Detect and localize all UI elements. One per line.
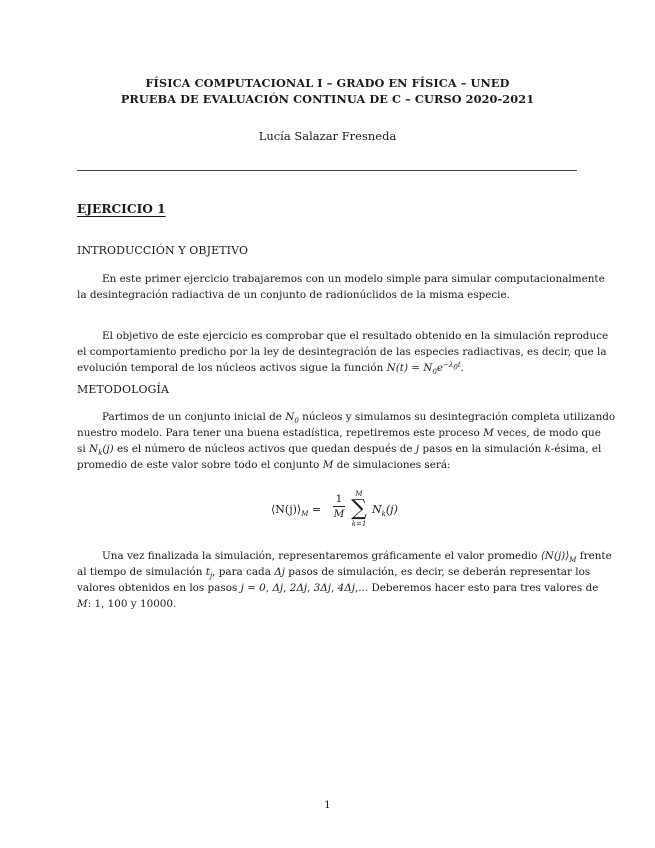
section-heading-method: METODOLOGÍA [77, 383, 169, 396]
formula-text: N(t) = N [386, 362, 433, 374]
text-span: -ésima, el [550, 443, 602, 455]
author-name: Lucía Salazar Fresneda [258, 129, 397, 143]
average-equation [0, 490, 655, 534]
paragraph-objective [77, 328, 609, 377]
text-span: Partimos de un conjunto inicial de [102, 411, 282, 423]
paragraph-intro [77, 271, 605, 303]
math-var [285, 411, 299, 426]
paragraph-line [77, 564, 591, 581]
text-span: núcleos y simulamos su desintegración completa utilizando [302, 411, 616, 423]
document-title-line1: FÍSICA COMPUTACIONAL I – GRADO EN FÍSICA – UNED [145, 76, 510, 90]
section-heading-intro: INTRODUCCIÓN Y OBJETIVO [77, 244, 249, 257]
formula-subscript: 0 [432, 368, 437, 377]
paragraph-line: la desintegración radiactiva de un conjunto de radionúclidos de la misma especie. [77, 289, 510, 301]
paragraph-line [77, 596, 577, 612]
rhs-arg: (j) [385, 503, 398, 516]
fraction-bar [333, 506, 345, 507]
sum-symbol: ∑ [351, 496, 367, 521]
var-subscript: j [209, 572, 213, 581]
text-span: pasos en la simulación [422, 443, 542, 455]
decay-formula [386, 360, 461, 377]
paragraph-line [77, 409, 616, 426]
formula-exponent [443, 361, 461, 369]
var-text: N [88, 443, 99, 455]
var-text: N [285, 411, 295, 423]
text-span: pasos de simulación, es decir, se deberán representar los [288, 566, 591, 578]
equation-lhs [271, 503, 322, 519]
math-var [88, 443, 114, 458]
text-span: frente [579, 550, 612, 562]
document-title-line2: PRUEBA DE EVALUACIÓN CONTINUA DE C – CURSO 2020-2021 [120, 92, 535, 106]
text-span: Una vez finalizada la simulación, representaremos gráficamente el valor promedio [102, 550, 538, 562]
var-subscript: M [569, 556, 577, 565]
math-var: Δj [274, 566, 285, 578]
equation-body [271, 490, 411, 534]
var-arg: (j) [102, 443, 114, 455]
paragraph-line: En este primer ejercicio trabajaremos con un modelo simple para simular computacionalmente [102, 273, 605, 285]
rhs-text: N [372, 503, 382, 516]
text-span: . [460, 362, 464, 374]
var-text: t [205, 566, 210, 578]
paragraph-line [77, 548, 612, 565]
math-var: k [544, 443, 551, 455]
math-var: j [415, 443, 420, 455]
exponent-subscript: 0 [453, 362, 458, 371]
exercise-title: EJERCICIO 1 [77, 202, 166, 216]
rhs-subscript: k [381, 510, 386, 519]
text-span: de simulaciones será: [336, 459, 451, 471]
math-var: M [77, 598, 88, 610]
paragraph-line: el comportamiento predicho por la ley de desintegración de las especies radiactivas, es decir, que la [77, 346, 607, 358]
text-span: veces, de modo que [497, 427, 601, 439]
text-span: evolución temporal de los núcleos activos sigue la función [77, 362, 384, 374]
paragraph-line [77, 457, 577, 473]
text-span: , para cada [212, 566, 271, 578]
paragraph-method [77, 409, 616, 473]
equation-fraction [333, 493, 345, 520]
text-span: valores obtenidos en los pasos [77, 582, 238, 594]
header-divider [77, 170, 577, 171]
sum-lower-limit: k=1 [351, 520, 367, 528]
summation [348, 490, 370, 528]
text-span: Deberemos hacer esto para tres valores de [371, 582, 599, 594]
var-subscript: k [98, 449, 103, 458]
math-var: M [322, 459, 334, 471]
text-span: al tiempo de simulación [77, 566, 203, 578]
fraction-numerator: 1 [335, 493, 343, 505]
fraction-denominator: M [333, 508, 345, 520]
lhs-subscript: M [301, 510, 309, 519]
text-span: es el número de núcleos activos que quedan después de [116, 443, 413, 455]
text-span: nuestro modelo. Para tener una buena estadística, repetiremos este proceso [77, 427, 480, 439]
paragraph-line: El objetivo de este ejercicio es comprobar que el resultado obtenido en la simulación reproduce [102, 330, 609, 342]
math-expression: j = 0, Δj, 2Δj, 3Δj, 4Δj,... [240, 582, 369, 594]
page-number: 1 [324, 799, 331, 811]
text-span: promedio de este valor sobre todo el conjunto [77, 459, 320, 471]
paragraph-line [77, 580, 599, 596]
text-span: si [77, 443, 86, 455]
exponent-tail: t [457, 360, 461, 369]
paragraph-results [77, 548, 612, 612]
equals-sign: = [311, 503, 322, 516]
paragraph-line [77, 360, 577, 376]
exponent-text: −λ [443, 360, 454, 369]
paragraph-line [77, 425, 601, 441]
text-span: : 1, 100 y 10000. [87, 598, 177, 610]
var-subscript: 0 [294, 417, 299, 426]
paragraph-line [77, 441, 602, 458]
lhs-text: ⟨N(j)⟩ [271, 503, 302, 516]
math-var: M [483, 427, 494, 439]
math-var [540, 550, 577, 565]
var-text: ⟨N(j)⟩ [540, 550, 570, 562]
sum-upper-limit: M [355, 490, 363, 498]
equation-rhs [372, 503, 398, 519]
formula-base: e [436, 362, 444, 374]
